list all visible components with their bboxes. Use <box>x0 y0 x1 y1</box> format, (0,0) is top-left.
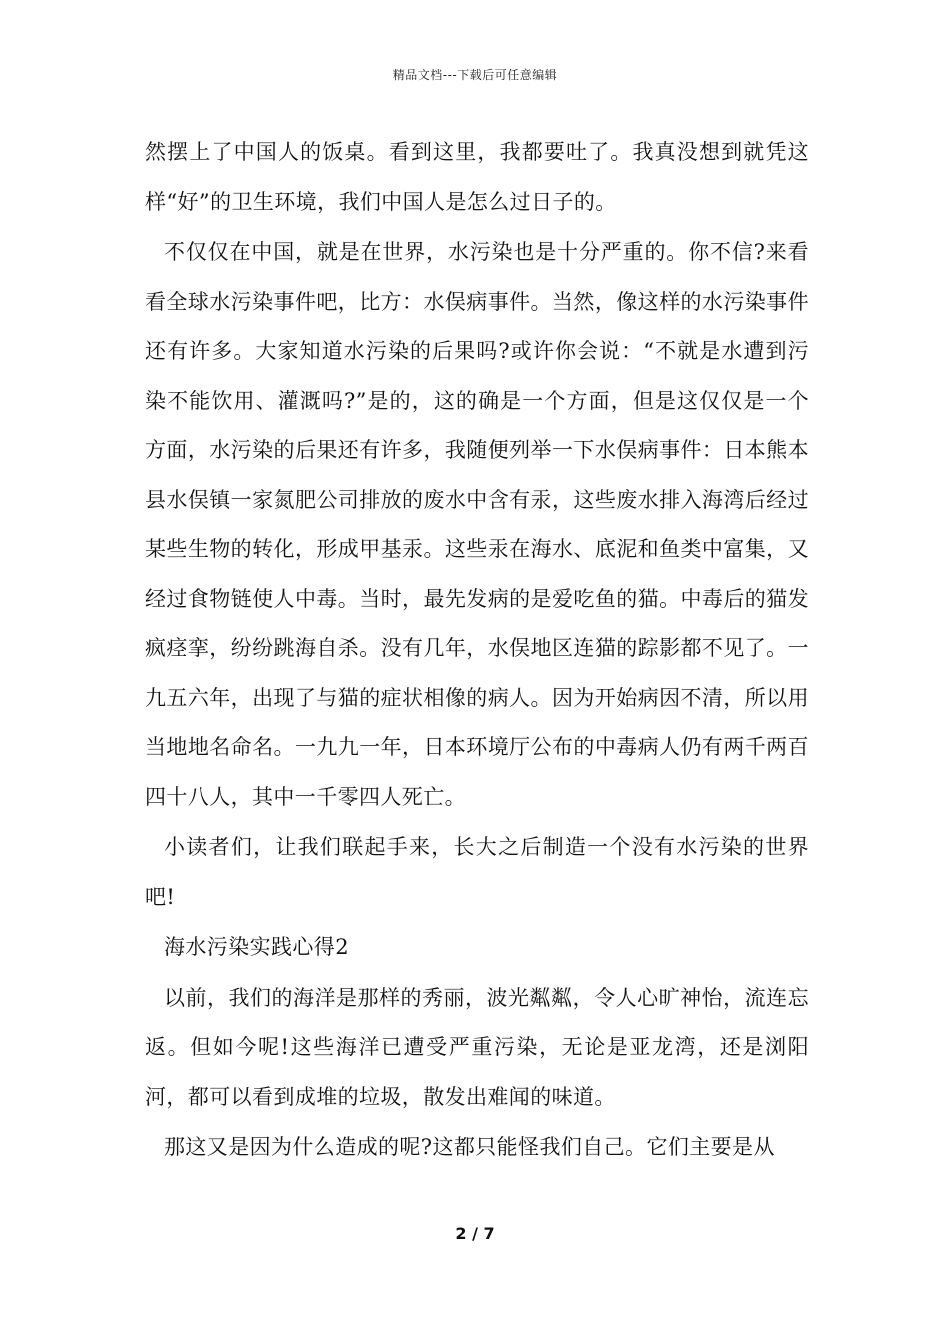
page-separator: / <box>472 1224 478 1243</box>
paragraph-call-to-action: 小读者们，让我们联起手来，长大之后制造一个没有水污染的世界吧! <box>145 835 809 909</box>
paragraph-continuation: 然摆上了中国人的饭桌。看到这里，我都要吐了。我真没想到就凭这样“好”的卫生环境，我们中国人是怎么过日子的。 <box>145 140 809 214</box>
paragraph-cause: 那这又是因为什么造成的呢?这都只能怪我们自己。它们主要是从 <box>164 1135 775 1159</box>
paragraph-ocean-past: 以前，我们的海洋是那样的秀丽，波光粼粼，令人心旷神怡，流连忘返。但如今呢!这些海洋已遭受严重污染，无论是亚龙湾，还是浏阳河，都可以看到成堆的垃圾，散发出难闻的味道。 <box>145 985 809 1109</box>
current-page: 2 <box>455 1224 467 1243</box>
header-text: 精品文档---下载后可任意编辑 <box>392 68 558 82</box>
page-number <box>0 1224 950 1243</box>
section-heading: 海水污染实践心得2 <box>164 935 349 959</box>
page-header <box>0 66 950 83</box>
document-body <box>145 128 809 1174</box>
paragraph-water-pollution-world: 不仅仅在中国，就是在世界，水污染也是十分严重的。你不信?来看看全球水污染事件吧，比方：水俣病事件。当然，像这样的水污染事件还有许多。大家知道水污染的后果吗?或许你会说：“不就是水遭到污染不能饮用、灌溉吗?”是的，这的确是一个方面，但是这仅仅是一个方面，水污染的后果还有许多，我随便列举一下水俣病事件：日本熊本县水俣镇一家氮肥公司排放的废水中含有汞，这些废水排入海湾后经过某些生物的转化，形成甲基汞。这些汞在海水、底泥和鱼类中富集，又经过食物链使人中毒。当时，最先发病的是爱吃鱼的猫。中毒后的猫发疯痉挛，纷纷跳海自杀。没有几年，水俣地区连猫的踪影都不见了。一九五六年，出现了与猫的症状相像的病人。因为开始病因不清，所以用当地地名命名。一九九一年，日本环境厅公布的中毒病人仍有两千两百四十八人，其中一千零四人死亡。 <box>145 240 809 809</box>
total-pages: 7 <box>483 1224 495 1243</box>
